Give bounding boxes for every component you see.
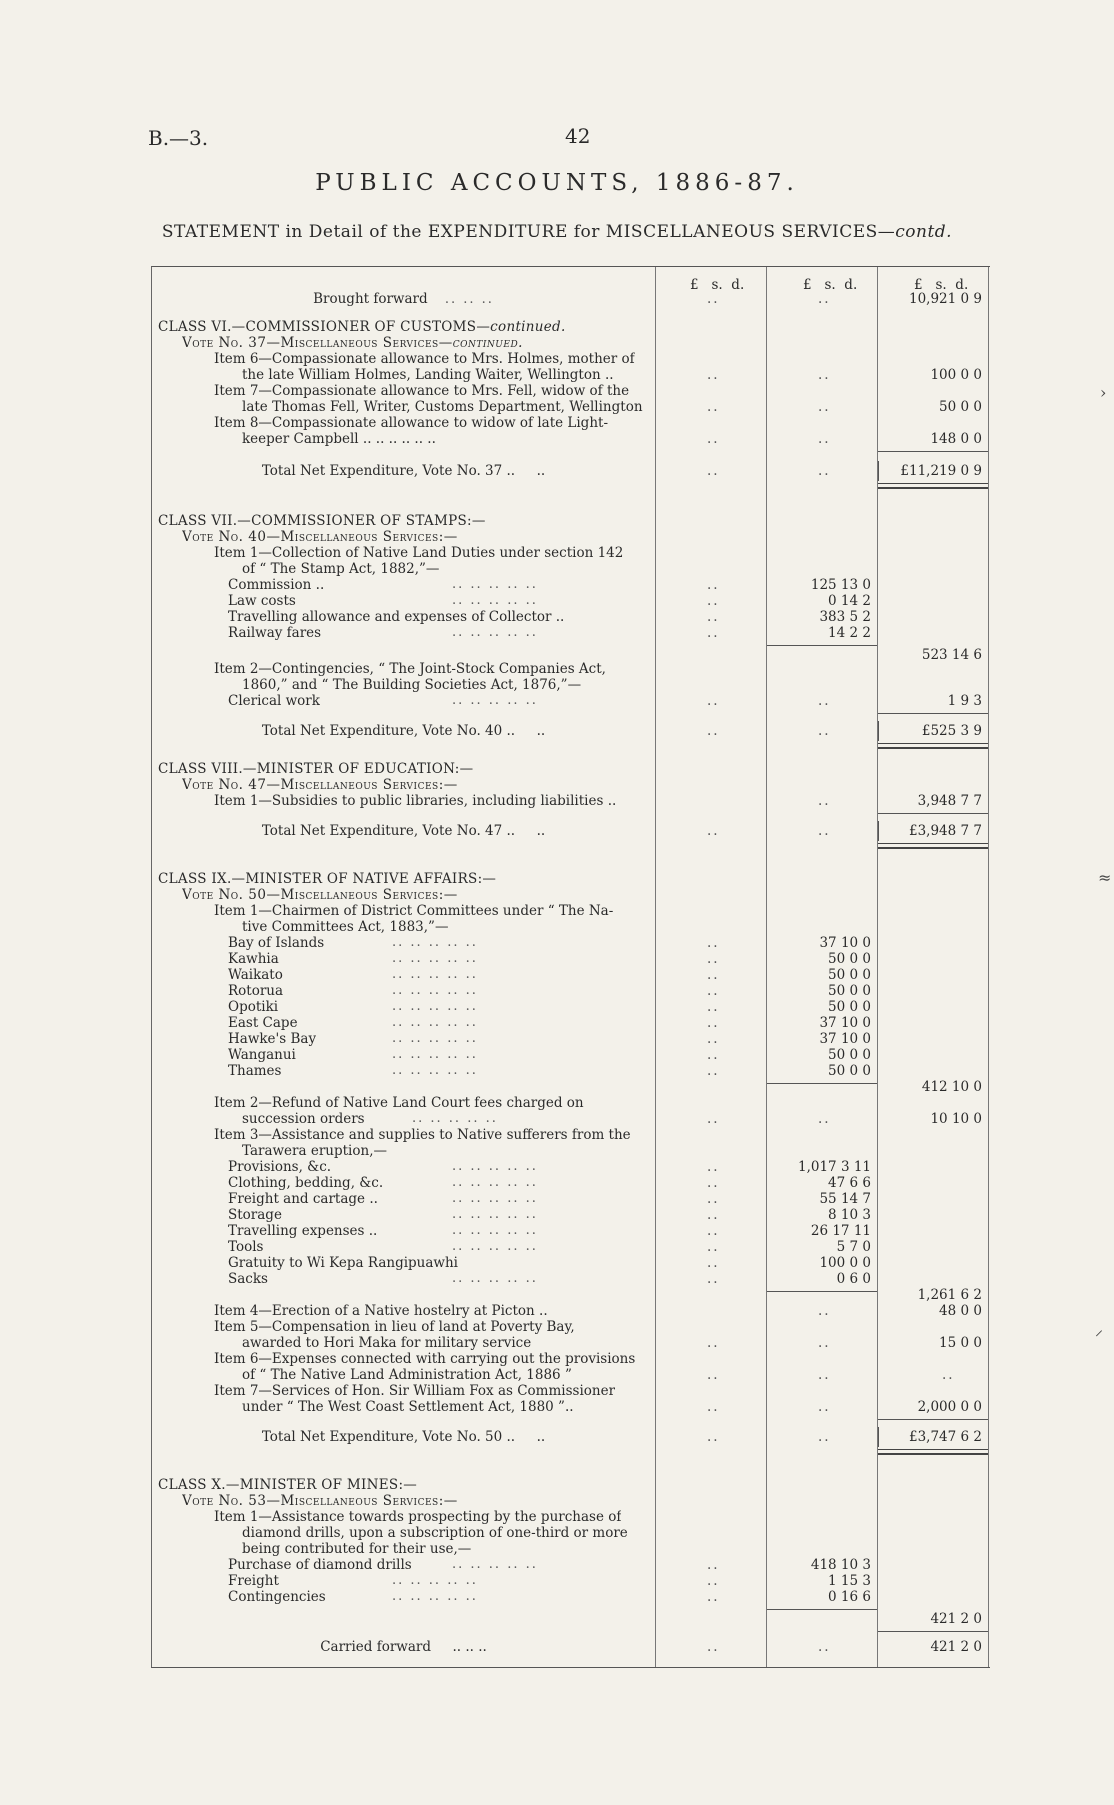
page-number: 42	[565, 124, 591, 148]
amount-cell: 1 9 3	[947, 693, 982, 709]
line-item: Gratuity to Wi Kepa Rangipuawhi .. 100 0 0	[228, 1255, 871, 1271]
shilling-symbol: s.	[935, 277, 947, 293]
class-heading: CLASS VIII.—MINISTER OF EDUCATION:—	[158, 761, 474, 777]
item-line: the late William Holmes, Landing Waiter, Wellington .. .. .. 100 0 0	[242, 367, 982, 383]
class-heading: CLASS VII.—COMMISSIONER OF STAMPS:—	[158, 513, 486, 529]
expenditure-table	[151, 266, 990, 1668]
amount-cell: 8 10 3	[828, 1207, 871, 1223]
subtitle-main: STATEMENT in Detail of the EXPENDITURE for MISCELLANEOUS SERVICES—	[161, 222, 896, 242]
line-item: Freight and cartage .. .. .. .. .. .. .. 55 14 7	[228, 1191, 871, 1207]
item-line: Item 5—Compensation in lieu of land at Poverty Bay,	[214, 1319, 575, 1335]
total-bracket	[878, 821, 879, 841]
item-line: Item 7—Services of Hon. Sir William Fox as Commissioner	[214, 1383, 616, 1399]
document-reference: B.—3.	[148, 126, 209, 150]
item-total-row	[152, 1079, 990, 1095]
item-line: Item 3—Assistance and supplies to Native sufferers from the	[214, 1127, 631, 1143]
amount-cell: 0 14 2	[828, 593, 871, 609]
item-line: Tarawera eruption,—	[242, 1143, 387, 1159]
line-item: Thames .. .. .. .. .. .. 50 0 0	[228, 1063, 871, 1079]
line-item: Clothing, bedding, &c. .. .. .. .. .. .. 47 6 6	[228, 1175, 871, 1191]
amount-cell: 48 0 0	[939, 1303, 982, 1319]
item-total-row	[152, 1611, 990, 1627]
item-line: Item 4—Erection of a Native hostelry at Picton .. .. 48 0 0	[214, 1303, 982, 1319]
amount-cell: 3,948 7 7	[917, 793, 982, 809]
line-item: Bay of Islands .. .. .. .. .. .. 37 10 0	[228, 935, 871, 951]
vote-total-label: Total Net Expenditure, Vote No. 37 .. ..	[261, 463, 546, 479]
item-line: keeper Campbell .. .. .. .. .. .. .. .. 148 0 0	[242, 431, 982, 447]
amount-cell: 50 0 0	[828, 951, 871, 967]
item-total: 1,261 6 2	[917, 1287, 982, 1303]
double-rule	[878, 483, 988, 489]
class-heading: CLASS IX.—MINISTER OF NATIVE AFFAIRS:—	[158, 871, 497, 887]
item-line: 1860,” and “ The Building Societies Act, 1876,”—	[242, 677, 582, 693]
page-mark: ⸝	[1095, 1320, 1104, 1339]
item-line: Item 1—Chairmen of District Committees under “ The Na-	[214, 903, 614, 919]
pound-symbol: £	[914, 277, 923, 293]
item-line: diamond drills, upon a subscription of one-third or more	[242, 1525, 628, 1541]
line-item: Railway fares .. .. .. .. .. .. 14 2 2	[228, 625, 871, 641]
line-item: Waikato .. .. .. .. .. .. 50 0 0	[228, 967, 871, 983]
item-line: being contributed for their use,—	[242, 1541, 472, 1557]
amount-cell: 1,017 3 11	[798, 1159, 871, 1175]
sum-rule	[767, 645, 877, 646]
item-total-row	[152, 1287, 990, 1303]
page-mark: ›	[1100, 383, 1107, 402]
amount-cell: 55 14 7	[819, 1191, 871, 1207]
vote-total-label: Total Net Expenditure, Vote No. 40 .. ..	[261, 723, 546, 739]
empty-cell: ..	[818, 291, 831, 307]
vote-heading: Vote No. 40—Miscellaneous Services:—	[182, 529, 458, 545]
line-item: East Cape .. .. .. .. .. .. 37 10 0	[228, 1015, 871, 1031]
vote-total-label: Total Net Expenditure, Vote No. 50 .. ..	[261, 1429, 546, 1445]
shilling-symbol: s.	[711, 277, 723, 293]
item-total: 523 14 6	[921, 647, 982, 663]
total-bracket	[878, 721, 879, 741]
item-total: 412 10 0	[921, 1079, 982, 1095]
item-line: Item 2—Refund of Native Land Court fees charged on	[214, 1095, 584, 1111]
shilling-symbol: s.	[824, 277, 836, 293]
item-line: Item 1—Assistance towards prospecting by the purchase of	[214, 1509, 622, 1525]
pound-symbol: £	[690, 277, 699, 293]
carried-forward-row: Carried forward .. .. .. .. .. 421 2 0	[152, 1639, 990, 1655]
amount-cell: 0 16 6	[828, 1589, 871, 1605]
sum-rule	[878, 1419, 988, 1420]
vote-heading: Vote No. 47—Miscellaneous Services:—	[182, 777, 458, 793]
item-line: late Thomas Fell, Writer, Customs Department, Wellington .. .. 50 0 0	[242, 399, 982, 415]
item-line: of “ The Native Land Administration Act, 1886 ” .. .. ..	[242, 1367, 955, 1383]
vote-total-amount: £11,219 0 9	[900, 463, 982, 479]
line-item: Sacks .. .. .. .. .. .. 0 6 0	[228, 1271, 871, 1287]
line-item: Storage .. .. .. .. .. .. 8 10 3	[228, 1207, 871, 1223]
vote-total-label: Total Net Expenditure, Vote No. 47 .. ..	[261, 823, 546, 839]
amount-cell: 50 0 0	[828, 999, 871, 1015]
amount-cell: 37 10 0	[819, 1031, 871, 1047]
amount-cell: 100 0 0	[930, 367, 982, 383]
amount-cell: 5 7 0	[836, 1239, 871, 1255]
amount-cell: 26 17 11	[810, 1223, 871, 1239]
sum-rule	[878, 451, 988, 452]
vote-heading: Vote No. 37—Miscellaneous Services—continued.	[182, 335, 523, 351]
amount-cell: ..	[942, 1367, 955, 1383]
sum-rule	[878, 1631, 988, 1632]
vote-heading: Vote No. 50—Miscellaneous Services:—	[182, 887, 458, 903]
carried-forward-label: Carried forward .. .. ..	[320, 1639, 487, 1655]
line-item: Wanganui .. .. .. .. .. .. 50 0 0	[228, 1047, 871, 1063]
amount-cell: 1 15 3	[828, 1573, 871, 1589]
sum-rule	[878, 713, 988, 714]
line-item: Rotorua .. .. .. .. .. .. 50 0 0	[228, 983, 871, 999]
line-item: Provisions, &c. .. .. .. .. .. .. 1,017 3 11	[228, 1159, 871, 1175]
item-line: succession orders .. .. .. .. .. .. .. 10 10 0	[242, 1111, 982, 1127]
amount-cell: 0 6 0	[836, 1271, 871, 1287]
empty-cell: ..	[707, 291, 720, 307]
vote-total-row: Total Net Expenditure, Vote No. 50 .. .. .. .. £3,747 6 2	[152, 1429, 990, 1445]
amount-cell: 47 6 6	[828, 1175, 871, 1191]
item-line: of “ The Stamp Act, 1882,”—	[242, 561, 440, 577]
sum-rule	[767, 1609, 877, 1610]
pence-symbol: d.	[844, 277, 858, 293]
vote-total-row: Total Net Expenditure, Vote No. 37 .. .. .. .. £11,219 0 9	[152, 463, 990, 479]
amount-cell: 14 2 2	[828, 625, 871, 641]
line-item: Opotiki .. .. .. .. .. .. 50 0 0	[228, 999, 871, 1015]
line-item: Hawke's Bay .. .. .. .. .. .. 37 10 0	[228, 1031, 871, 1047]
amount-cell: 383 5 2	[819, 609, 871, 625]
amount-cell: 37 10 0	[819, 935, 871, 951]
page-subtitle	[0, 222, 1114, 242]
vote-total-row: Total Net Expenditure, Vote No. 40 .. .. .. .. £525 3 9	[152, 723, 990, 739]
double-rule	[878, 1449, 988, 1455]
item-line: Item 1—Collection of Native Land Duties under section 142	[214, 545, 624, 561]
item-line: Item 8—Compassionate allowance to widow of late Light-	[214, 415, 609, 431]
amount-cell: 15 0 0	[939, 1335, 982, 1351]
line-item: Travelling expenses .. .. .. .. .. .. .. 26 17 11	[228, 1223, 871, 1239]
pence-symbol: d.	[955, 277, 969, 293]
item-line: under “ The West Coast Settlement Act, 1880 ”.. .. .. 2,000 0 0	[242, 1399, 982, 1415]
amount-cell: 2,000 0 0	[917, 1399, 982, 1415]
vote-heading: Vote No. 53—Miscellaneous Services:—	[182, 1493, 458, 1509]
line-item: Tools .. .. .. .. .. .. 5 7 0	[228, 1239, 871, 1255]
amount-cell: 125 13 0	[810, 577, 871, 593]
class-heading: CLASS VI.—COMMISSIONER OF CUSTOMS—continued.	[158, 319, 566, 335]
class-heading: CLASS X.—MINISTER OF MINES:—	[158, 1477, 418, 1493]
amount-cell: 50 0 0	[828, 983, 871, 999]
subtitle-contd: contd.	[895, 222, 953, 242]
item-total: 421 2 0	[930, 1611, 982, 1627]
vote-total-amount: £3,948 7 7	[909, 823, 982, 839]
page-mark: ≈	[1098, 868, 1112, 887]
line-item: Purchase of diamond drills .. .. .. .. .. .. 418 10 3	[228, 1557, 871, 1573]
sum-rule	[878, 813, 988, 814]
pence-symbol: d.	[731, 277, 745, 293]
amount-cell: 421 2 0	[930, 1639, 982, 1655]
vote-total-amount: £525 3 9	[921, 723, 982, 739]
amount-cell: 50 0 0	[939, 399, 982, 415]
double-rule	[878, 743, 988, 749]
amount-cell: 10,921 0 9	[909, 291, 982, 307]
item-line: tive Committees Act, 1883,”—	[242, 919, 449, 935]
item-line: Item 7—Compassionate allowance to Mrs. Fell, widow of the	[214, 383, 630, 399]
line-item: Kawhia .. .. .. .. .. .. 50 0 0	[228, 951, 871, 967]
vote-total-row: Total Net Expenditure, Vote No. 47 .. .. .. .. £3,948 7 7	[152, 823, 990, 839]
brought-forward-label: Brought forward .. .. ..	[313, 291, 494, 307]
amount-cell: 50 0 0	[828, 967, 871, 983]
double-rule	[878, 843, 988, 849]
item-line: Clerical work .. .. .. .. .. .. .. 1 9 3	[228, 693, 982, 709]
amount-cell: 37 10 0	[819, 1015, 871, 1031]
item-line: Item 6—Expenses connected with carrying out the provisions	[214, 1351, 636, 1367]
amount-cell: 10 10 0	[930, 1111, 982, 1127]
amount-cell: 100 0 0	[819, 1255, 871, 1271]
amount-cell: 50 0 0	[828, 1047, 871, 1063]
total-bracket	[878, 1427, 879, 1447]
item-line: Item 6—Compassionate allowance to Mrs. Holmes, mother of	[214, 351, 635, 367]
line-item: Commission .. .. .. .. .. .. .. 125 13 0	[228, 577, 871, 593]
amount-cell: 148 0 0	[930, 431, 982, 447]
amount-cell: 50 0 0	[828, 1063, 871, 1079]
amount-cell: 418 10 3	[810, 1557, 871, 1573]
brought-forward-row	[152, 291, 990, 307]
item-line: awarded to Hori Maka for military service .. .. 15 0 0	[242, 1335, 982, 1351]
pound-symbol: £	[803, 277, 812, 293]
vote-total-amount: £3,747 6 2	[909, 1429, 982, 1445]
line-item: Law costs .. .. .. .. .. .. 0 14 2	[228, 593, 871, 609]
page-title: PUBLIC ACCOUNTS, 1886-87.	[315, 170, 799, 196]
item-line: Item 2—Contingencies, “ The Joint-Stock Companies Act,	[214, 661, 606, 677]
item-line: Item 1—Subsidies to public libraries, including liabilities .. .. 3,948 7 7	[214, 793, 982, 809]
line-item: Freight .. .. .. .. .. .. 1 15 3	[228, 1573, 871, 1589]
line-item: Contingencies .. .. .. .. .. .. 0 16 6	[228, 1589, 871, 1605]
line-item: Travelling allowance and expenses of Collector .. .. 383 5 2	[228, 609, 871, 625]
total-bracket	[878, 461, 879, 481]
